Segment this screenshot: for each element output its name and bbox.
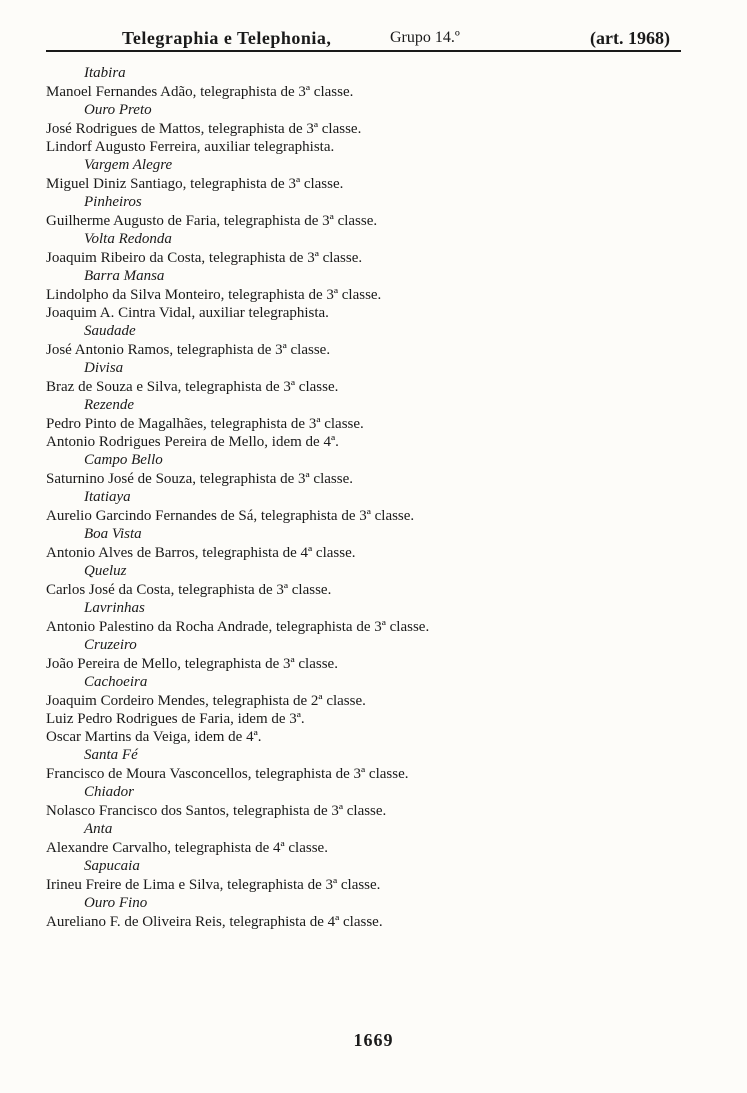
person-line: Lindorf Augusto Ferreira, auxiliar telegraphista. — [46, 139, 335, 155]
person-line: Joaquim Cordeiro Mendes, telegraphista de 2ª classe. — [46, 693, 366, 709]
entry-8 — [46, 396, 706, 451]
person-line: Manoel Fernandes Adão, telegraphista de 3ª classe. — [46, 84, 354, 100]
place-name: Rezende — [84, 397, 134, 413]
entry-2 — [46, 156, 706, 193]
person-line: Antonio Rodrigues Pereira de Mello, idem de 4ª. — [46, 434, 339, 450]
person-line: Antonio Alves de Barros, telegraphista de 4ª classe. — [46, 545, 356, 561]
entry-5 — [46, 267, 706, 322]
person-line: Luiz Pedro Rodrigues de Faria, idem de 3ª. — [46, 711, 305, 727]
place-name: Vargem Alegre — [84, 157, 173, 173]
place-name: Sapucaia — [84, 858, 140, 874]
entry-11 — [46, 525, 706, 562]
header-title: Telegraphia e Telephonia, — [122, 28, 332, 48]
person-line: Joaquim Ribeiro da Costa, telegraphista de 3ª classe. — [46, 250, 363, 266]
entry-14 — [46, 636, 706, 673]
place-name: Saudade — [84, 323, 136, 339]
person-line: Nolasco Francisco dos Santos, telegraphista de 3ª classe. — [46, 803, 387, 819]
place-name: Queluz — [84, 563, 127, 579]
place-name: Lavrinhas — [84, 600, 145, 616]
entry-6 — [46, 322, 706, 359]
entry-17 — [46, 783, 706, 820]
person-line: Braz de Souza e Silva, telegraphista de 3ª classe. — [46, 379, 339, 395]
person-line: José Rodrigues de Mattos, telegraphista de 3ª classe. — [46, 121, 362, 137]
entry-15 — [46, 673, 706, 746]
person-line: Oscar Martins da Veiga, idem de 4ª. — [46, 729, 262, 745]
header-rule — [46, 50, 681, 52]
person-line: Aureliano F. de Oliveira Reis, telegraphista de 4ª classe. — [46, 914, 383, 930]
entry-3 — [46, 193, 706, 230]
person-line: Lindolpho da Silva Monteiro, telegraphista de 3ª classe. — [46, 287, 382, 303]
entry-1 — [46, 101, 706, 156]
entry-9 — [46, 451, 706, 488]
person-line: Guilherme Augusto de Faria, telegraphista de 3ª classe. — [46, 213, 378, 229]
entries-list — [46, 64, 706, 931]
entry-16 — [46, 746, 706, 783]
place-name: Chiador — [84, 784, 135, 800]
person-line: Miguel Diniz Santiago, telegraphista de 3ª classe. — [46, 176, 344, 192]
entry-4 — [46, 230, 706, 267]
entry-19 — [46, 857, 706, 894]
entry-12 — [46, 562, 706, 599]
person-line: Aurelio Garcindo Fernandes de Sá, telegraphista de 3ª classe. — [46, 508, 415, 524]
entry-13 — [46, 599, 706, 636]
place-name: Divisa — [84, 360, 124, 376]
place-name: Santa Fé — [84, 747, 138, 763]
place-name: Itatiaya — [84, 489, 131, 505]
header-article: (art. 1968) — [590, 28, 670, 48]
header-grupo: Grupo 14.º — [390, 29, 460, 46]
person-line: João Pereira de Mello, telegraphista de 3ª classe. — [46, 656, 338, 672]
person-line: José Antonio Ramos, telegraphista de 3ª classe. — [46, 342, 331, 358]
place-name: Ouro Fino — [84, 895, 148, 911]
page-number: 1669 — [353, 1030, 394, 1050]
place-name: Campo Bello — [84, 452, 163, 468]
entry-7 — [46, 359, 706, 396]
entry-10 — [46, 488, 706, 525]
person-line: Antonio Palestino da Rocha Andrade, telegraphista de 3ª classe. — [46, 619, 430, 635]
person-line: Irineu Freire de Lima e Silva, telegraphista de 3ª classe. — [46, 877, 381, 893]
place-name: Itabira — [84, 65, 126, 81]
place-name: Barra Mansa — [84, 268, 165, 284]
place-name: Boa Vista — [84, 526, 142, 542]
person-line: Carlos José da Costa, telegraphista de 3ª classe. — [46, 582, 332, 598]
person-line: Pedro Pinto de Magalhães, telegraphista de 3ª classe. — [46, 416, 364, 432]
place-name: Ouro Preto — [84, 102, 152, 118]
place-name: Anta — [84, 821, 113, 837]
entry-0 — [46, 64, 706, 101]
person-line: Alexandre Carvalho, telegraphista de 4ª classe. — [46, 840, 328, 856]
entry-20 — [46, 894, 706, 931]
place-name: Volta Redonda — [84, 231, 172, 247]
place-name: Cachoeira — [84, 674, 148, 690]
place-name: Cruzeiro — [84, 637, 137, 653]
place-name: Pinheiros — [84, 194, 142, 210]
person-line: Joaquim A. Cintra Vidal, auxiliar telegraphista. — [46, 305, 329, 321]
entry-18 — [46, 820, 706, 857]
person-line: Francisco de Moura Vasconcellos, telegraphista de 3ª classe. — [46, 766, 409, 782]
person-line: Saturnino José de Souza, telegraphista de 3ª classe. — [46, 471, 353, 487]
